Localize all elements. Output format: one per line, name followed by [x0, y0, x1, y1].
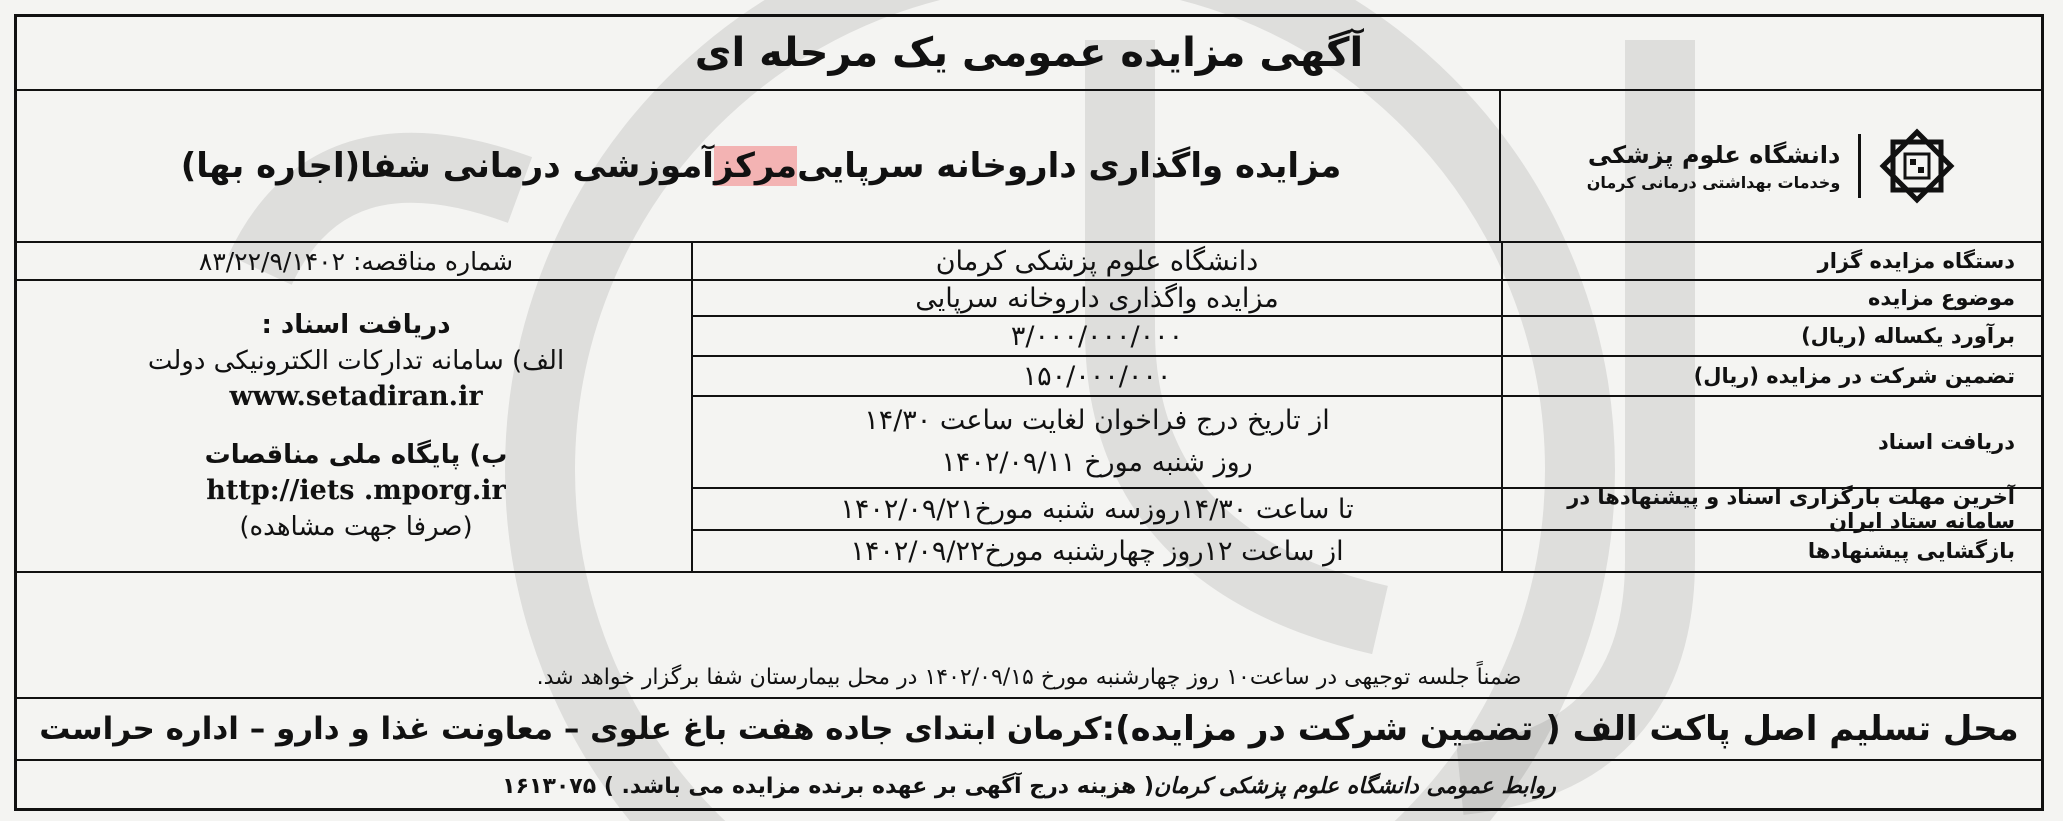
value-subject: مزایده واگذاری داروخانه سرپایی — [691, 281, 1501, 317]
notice-header — [17, 91, 2041, 243]
documents-view-only: (صرفا جهت مشاهده) — [239, 512, 473, 542]
label-receive-docs: دریافت اسناد — [1501, 397, 2041, 489]
logo-line-1: دانشگاه علوم پزشکی — [1587, 140, 1841, 169]
details-table — [17, 243, 2041, 657]
tender-notice — [14, 14, 2044, 811]
footer-label: روابط عمومی دانشگاه علوم پزشکی کرمان — [1153, 773, 1556, 799]
documents-info — [17, 281, 695, 573]
delivery-location — [17, 699, 2041, 761]
label-opening: بازگشایی پیشنهادها — [1501, 531, 2041, 573]
iets-link[interactable]: http://iets .mporg.ir — [206, 475, 506, 506]
notice-title: آگهی مزایده عمومی یک مرحله ای — [17, 17, 2041, 91]
documents-source-a: الف) سامانه تدارکات الکترونیکی دولت — [147, 346, 565, 376]
documents-source-b: ب) پایگاه ملی مناقصات — [204, 440, 508, 470]
briefing-note: ضمناً جلسه توجیهی در ساعت۱۰ روز چهارشنبه مورخ ۱۴۰۲/۰۹/۱۵ در محل بیمارستان شفا برگزار خواهد شد. — [17, 657, 2041, 699]
logo-divider — [1858, 134, 1861, 198]
university-emblem-icon — [1879, 128, 1955, 204]
value-guarantee: ۱۵۰/۰۰۰/۰۰۰ — [691, 357, 1501, 397]
label-deadline: آخرین مهلت بارگزاری اسناد و پیشنهادها در سامانه ستاد ایران — [1501, 489, 2041, 531]
label-guarantee: تضمین شرکت در مزایده (ریال) — [1501, 357, 2041, 397]
footer-text: ( هزینه درج آگهی بر عهده برنده مزایده می باشد. ) ۱۶۱۳۰۷۵ — [502, 773, 1154, 799]
documents-heading: دریافت اسناد : — [261, 310, 451, 340]
delivery-label: محل تسلیم اصل پاکت الف ( تضمین شرکت در مزایده): — [1101, 709, 2019, 749]
university-logo — [1499, 91, 2041, 241]
tender-number: شماره مناقصه: ۸۳/۲۲/۹/۱۴۰۲ — [17, 243, 695, 281]
public-relations-footer — [17, 761, 2041, 811]
auction-subject: مزایده واگذاری داروخانه سرپایی مرکز آموزشی درمانی شفا(اجاره بها) — [180, 146, 1342, 186]
value-deadline: تا ساعت ۱۴/۳۰روزسه شنبه مورخ۱۴۰۲/۰۹/۲۱ — [691, 489, 1501, 531]
label-organizer: دستگاه مزایده گزار — [1501, 243, 2041, 281]
value-estimate: ۳/۰۰۰/۰۰۰/۰۰۰ — [691, 317, 1501, 357]
value-receive-docs: از تاریخ درج فراخوان لغایت ساعت ۱۴/۳۰ روز شنبه مورخ ۱۴۰۲/۰۹/۱۱ — [691, 397, 1501, 489]
logo-line-2: وخدمات بهداشتی درمانی کرمان — [1586, 172, 1841, 192]
label-estimate: برآورد یکساله (ریال) — [1501, 317, 2041, 357]
label-subject: موضوع مزایده — [1501, 281, 2041, 317]
delivery-text: کرمان ابتدای جاده هفت باغ علوی – معاونت غذا و دارو – اداره حراست — [39, 711, 1102, 747]
setadiran-link[interactable]: www.setadiran.ir — [229, 381, 483, 412]
value-organizer: دانشگاه علوم پزشکی کرمان — [691, 243, 1501, 281]
value-opening: از ساعت ۱۲روز چهارشنبه مورخ۱۴۰۲/۰۹/۲۲ — [691, 531, 1501, 573]
